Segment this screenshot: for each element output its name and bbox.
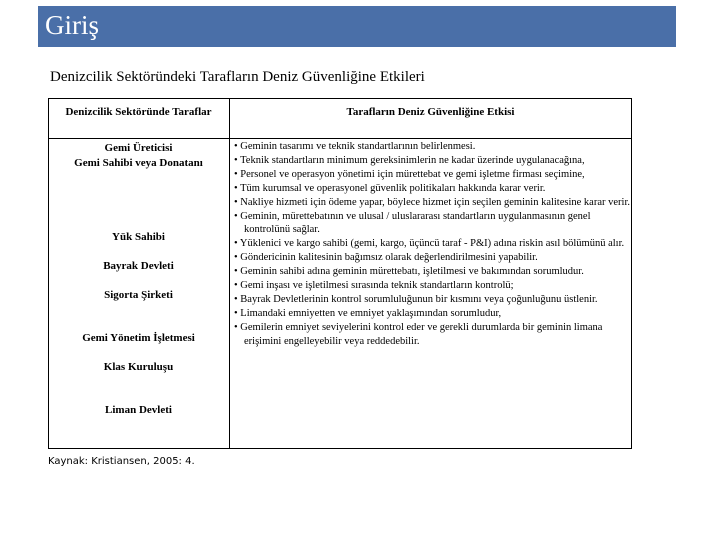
stakeholder-table: [48, 98, 632, 449]
effect-item: • Personel ve operasyon yönetimi için mürettebat ve gemi işletme firması seçimine,: [234, 168, 585, 180]
title-bar: [38, 6, 676, 47]
party-cargo-owner: Yük Sahibi: [112, 231, 165, 243]
table-top-border: [48, 98, 632, 99]
source-citation: Kaynak: Kristiansen, 2005: 4.: [48, 456, 195, 467]
party-class-society: Klas Kuruluşu: [103, 361, 174, 373]
effect-item: • Tüm kurumsal ve operasyonel güvenlik politikaları hakkında karar verir.: [234, 182, 546, 194]
effect-item: • Limandaki emniyetten ve emniyet yaklaşımından sorumludur,: [234, 307, 502, 319]
table-bottom-border: [48, 448, 632, 449]
effect-item: • Geminin sahibi adına geminin mürettebatı, işletilmesi ve bakımından sorumludur.: [234, 266, 584, 278]
effect-item: • Nakliye hizmeti için ödeme yapar, böylece hizmet için seçilen geminin kalitesine karar verir.: [234, 196, 630, 208]
effect-item: • Yüklenici ve kargo sahibi (gemi, kargo, üçüncü taraf - P&I) adına riskin asıl bölümünü alır.: [234, 238, 625, 250]
party-insurance-company: Sigorta Şirketi: [104, 289, 173, 301]
header-effects: Tarafların Deniz Güvenliğine Etkisi: [346, 106, 515, 118]
table-header-border: [48, 138, 632, 139]
effect-item: • Bayrak Devletlerinin kontrol sorumluluğunun bir kısmını veya çoğunluğunu üstlenir.: [234, 293, 598, 305]
party-port-state: Liman Devleti: [105, 404, 172, 416]
effect-item: • Geminin, mürettebatının ve ulusal / uluslararası standartların uygulanmasının genel kontrolünü sağlar.: [234, 210, 591, 236]
effect-item: • Geminin tasarımı ve teknik standartlarının belirlenmesi.: [234, 141, 476, 152]
effect-item: • Gemilerin emniyet seviyelerini kontrol eder ve gerekli durumlarda bir geminin limana erişimini engelleyebilir veya reddedebilir.: [234, 321, 603, 347]
effect-item: • Gemi inşası ve işletilmesi sırasında teknik standartların kontrolü;: [234, 280, 514, 292]
party-ship-builder: Gemi Üreticisi: [104, 142, 173, 154]
slide-title: Giriş: [45, 10, 99, 40]
party-flag-state: Bayrak Devleti: [103, 260, 174, 272]
party-ship-management: Gemi Yönetim İşletmesi: [82, 332, 195, 344]
header-parties: Denizcilik Sektöründe Taraflar: [65, 106, 212, 118]
table-right-border: [631, 98, 632, 449]
effect-item: • Teknik standartların minimum gereksinimlerin ne kadar üzerinde uygulanacağına,: [234, 154, 585, 166]
slide-subtitle: Denizcilik Sektöründeki Tarafların Deniz Güvenliğine Etkileri: [50, 69, 425, 85]
effect-item: • Göndericinin kalitesinin bağımsız olarak değerlendirilmesini yapabilir.: [234, 252, 538, 264]
party-ship-owner: Gemi Sahibi veya Donatanı: [74, 157, 203, 169]
effects-list: [234, 140, 630, 349]
table-column-divider: [229, 98, 230, 449]
